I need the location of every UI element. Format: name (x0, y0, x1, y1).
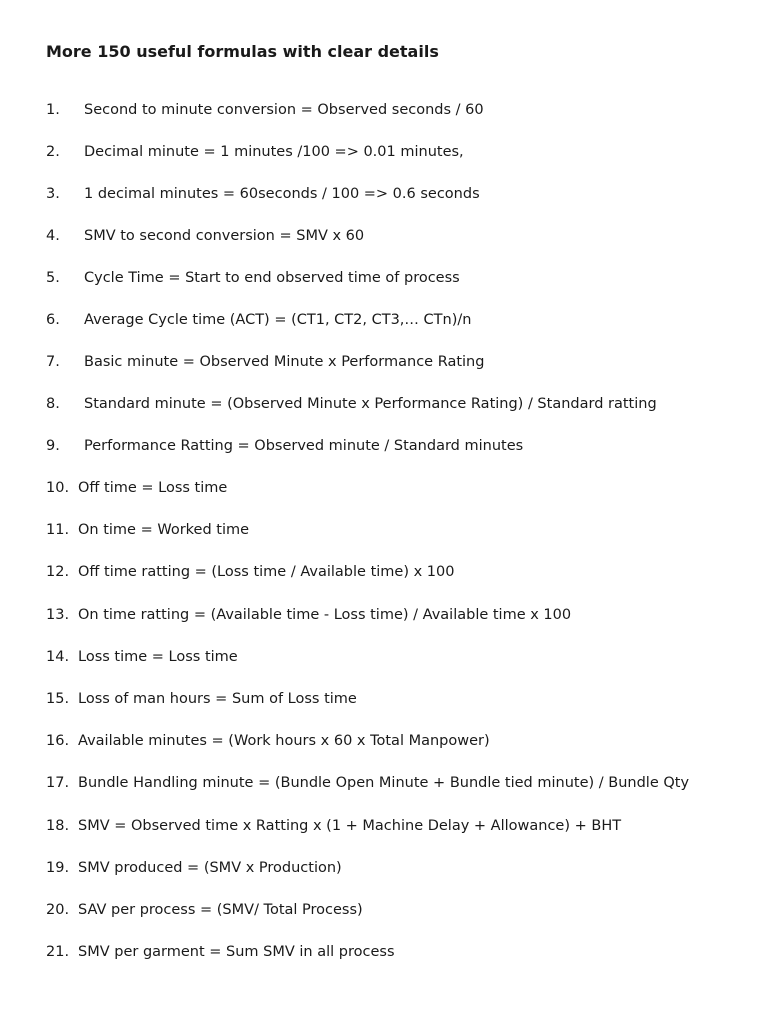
item-text: Loss of man hours = Sum of Loss time (78, 691, 357, 707)
list-item (46, 605, 746, 625)
item-text: Loss time = Loss time (78, 649, 238, 665)
item-number: 19. (46, 860, 70, 876)
item-text: On time = Worked time (78, 522, 250, 538)
item-text: On time ratting = (Available time - Loss time) / Available time x 100 (78, 607, 572, 623)
list-item (46, 310, 746, 330)
item-number: 16. (46, 733, 70, 749)
item-text: Available minutes = (Work hours x 60 x Total Manpower) (78, 733, 490, 749)
item-text: SMV produced = (SMV x Production) (78, 860, 342, 876)
item-number: 7. (46, 354, 60, 370)
list-item (46, 436, 746, 456)
list-item (46, 816, 746, 836)
item-number: 11. (46, 522, 70, 538)
item-number: 17. (46, 775, 70, 791)
item-text: Average Cycle time (ACT) = (CT1, CT2, CT3,… CTn)/n (84, 312, 472, 328)
list-item (46, 142, 746, 162)
item-number: 20. (46, 902, 70, 918)
list-item (46, 226, 746, 246)
item-text: Second to minute conversion = Observed seconds / 60 (84, 102, 484, 118)
item-number: 4. (46, 228, 60, 244)
list-item (46, 394, 746, 414)
item-text: Cycle Time = Start to end observed time of process (84, 270, 460, 286)
item-number: 15. (46, 691, 70, 707)
item-number: 21. (46, 944, 70, 960)
item-text: Basic minute = Observed Minute x Performance Rating (84, 354, 485, 370)
item-number: 3. (46, 186, 60, 202)
item-number: 13. (46, 607, 70, 623)
list-item (46, 900, 746, 920)
item-text: SMV per garment = Sum SMV in all process (78, 944, 395, 960)
item-text: Decimal minute = 1 minutes /100 => 0.01 minutes, (84, 144, 464, 160)
document-title: More 150 useful formulas with clear details (46, 42, 439, 61)
list-item (46, 562, 746, 582)
item-number: 6. (46, 312, 60, 328)
item-number: 9. (46, 438, 60, 454)
item-text: SMV to second conversion = SMV x 60 (84, 228, 365, 244)
list-item (46, 352, 746, 372)
list-item (46, 731, 746, 751)
list-item (46, 268, 746, 288)
item-text: Off time = Loss time (78, 480, 228, 496)
list-item (46, 689, 746, 709)
list-item (46, 478, 746, 498)
list-item (46, 184, 746, 204)
item-number: 2. (46, 144, 60, 160)
item-number: 12. (46, 564, 70, 580)
item-text: Off time ratting = (Loss time / Available time) x 100 (78, 564, 455, 580)
list-item (46, 773, 746, 793)
item-text: Standard minute = (Observed Minute x Performance Rating) / Standard ratting (84, 396, 657, 412)
list-item (46, 942, 746, 962)
item-text: SMV = Observed time x Ratting x (1 + Machine Delay + Allowance) + BHT (78, 818, 622, 834)
list-item (46, 647, 746, 667)
item-text: Performance Ratting = Observed minute / Standard minutes (84, 438, 524, 454)
list-item (46, 100, 746, 120)
item-number: 18. (46, 818, 70, 834)
list-item (46, 520, 746, 540)
item-text: SAV per process = (SMV/ Total Process) (78, 902, 363, 918)
item-number: 1. (46, 102, 60, 118)
item-text: 1 decimal minutes = 60seconds / 100 => 0.6 seconds (84, 186, 480, 202)
item-text: Bundle Handling minute = (Bundle Open Minute + Bundle tied minute) / Bundle Qty (78, 775, 690, 791)
item-number: 8. (46, 396, 60, 412)
list-item (46, 858, 746, 878)
item-number: 5. (46, 270, 60, 286)
item-number: 14. (46, 649, 70, 665)
item-number: 10. (46, 480, 70, 496)
